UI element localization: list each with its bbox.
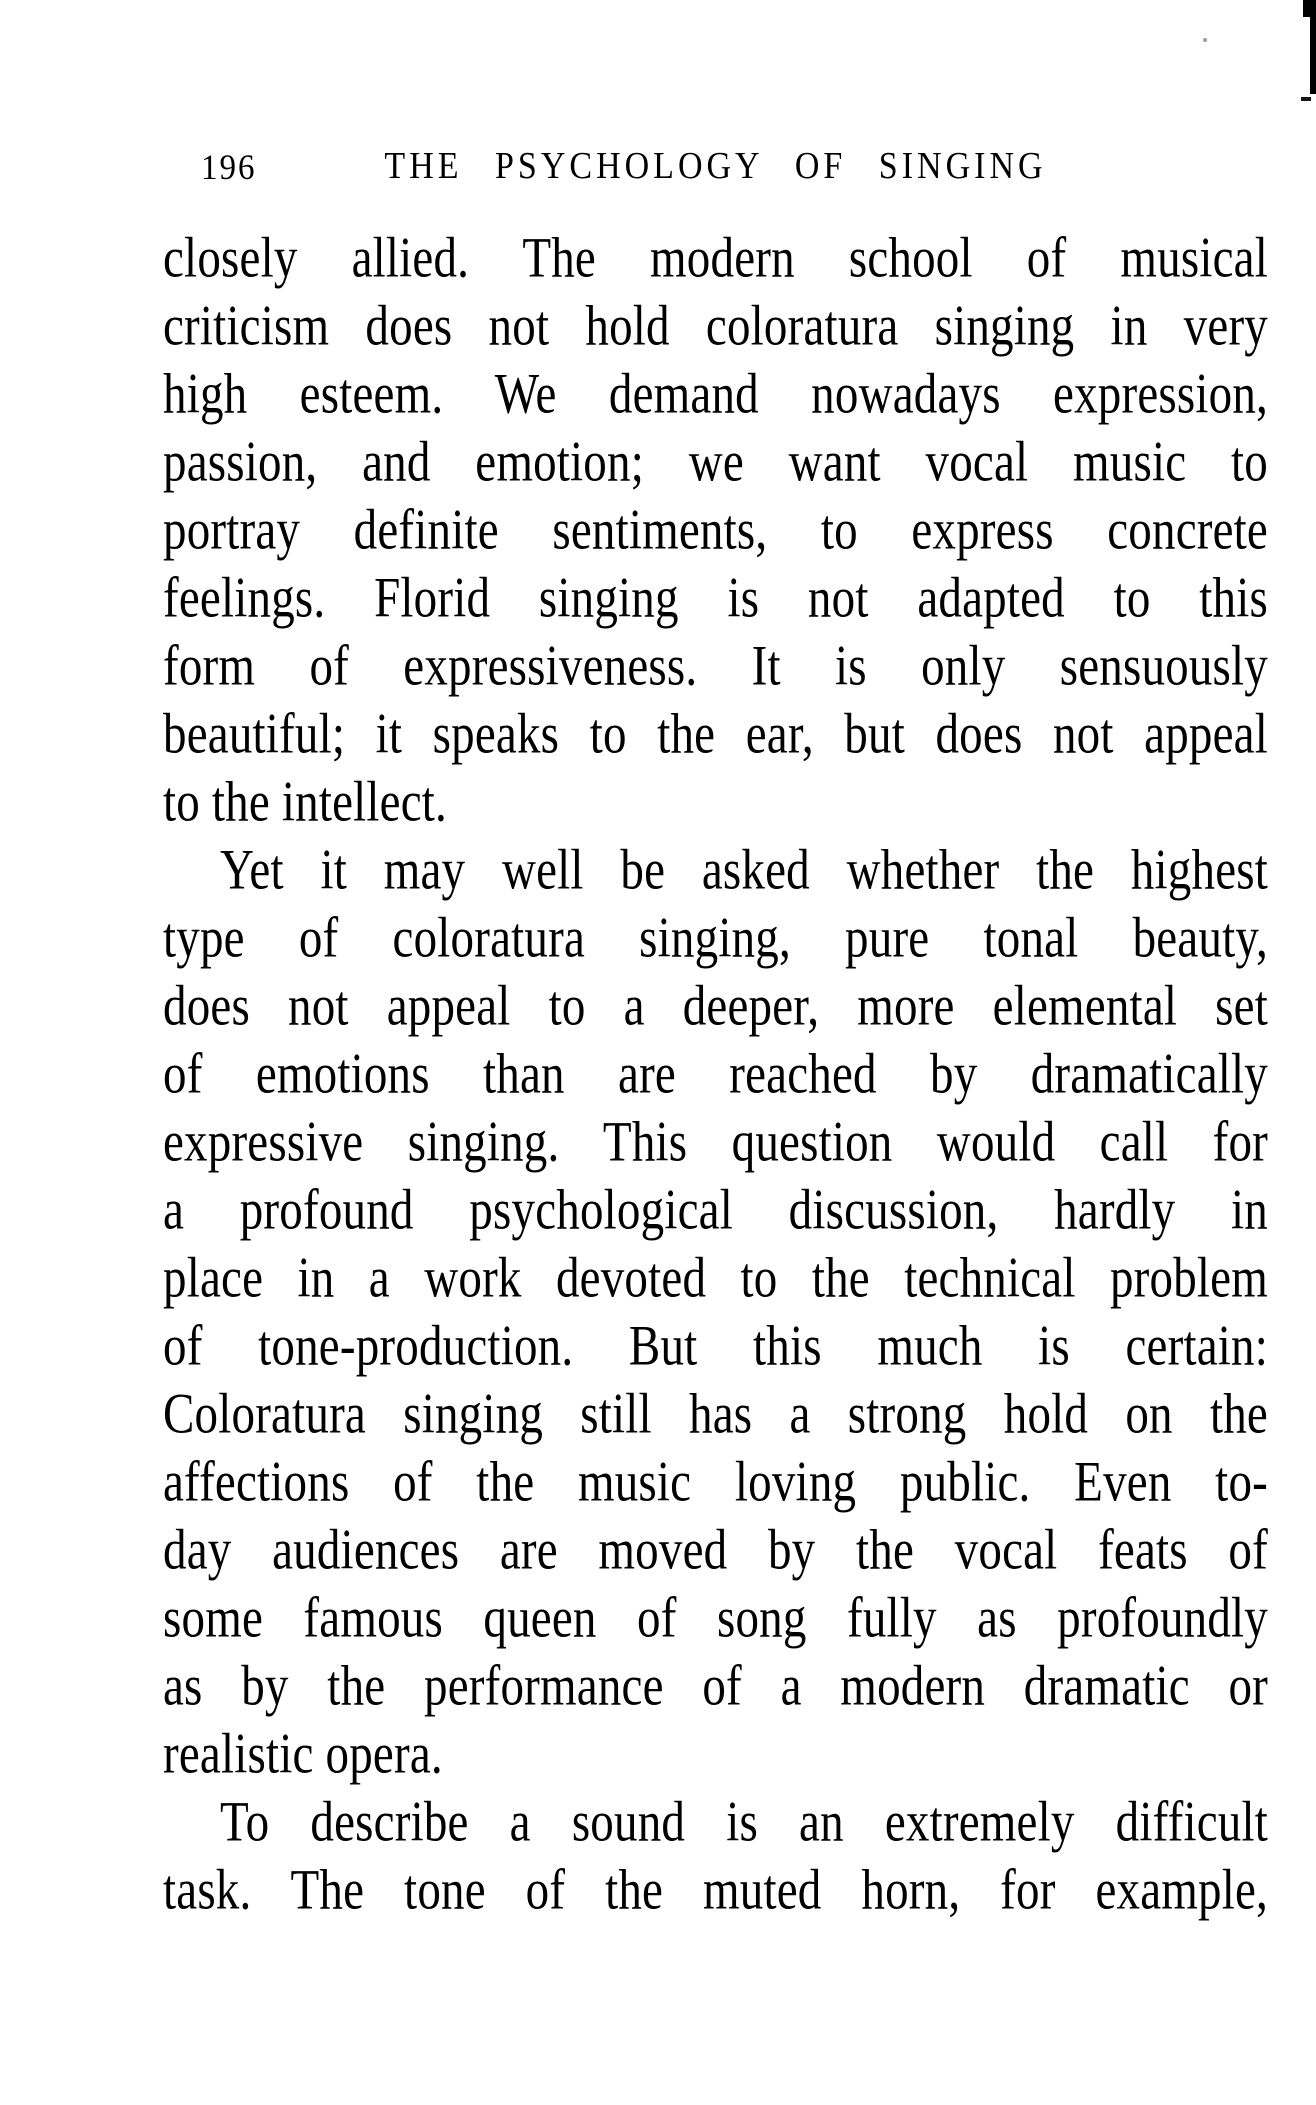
text-line: expressive singing. This question would call for bbox=[163, 1110, 1268, 1174]
text-line: place in a work devoted to the technical problem bbox=[163, 1246, 1268, 1310]
text-line: Yet it may well be asked whether the highest bbox=[220, 838, 1268, 902]
text-line: of tone-production. But this much is certain: bbox=[163, 1314, 1268, 1378]
paragraph bbox=[163, 1788, 1268, 1924]
page-edge-scan-dash bbox=[1301, 97, 1311, 101]
text-line: passion, and emotion; we want vocal music to bbox=[163, 430, 1268, 494]
text-block bbox=[163, 224, 1268, 1924]
text-line: day audiences are moved by the vocal feats of bbox=[163, 1518, 1268, 1582]
page-edge-scan-wedge bbox=[1303, 0, 1316, 17]
text-line: to the intellect. bbox=[163, 770, 448, 834]
text-line: Coloratura singing still has a strong hold on the bbox=[163, 1382, 1268, 1446]
page-number: 196 bbox=[201, 148, 257, 188]
text-line: closely allied. The modern school of musical bbox=[163, 226, 1268, 290]
text-line: form of expressiveness. It is only sensuously bbox=[163, 634, 1268, 698]
text-line: task. The tone of the muted horn, for example, bbox=[163, 1858, 1268, 1922]
text-line: criticism does not hold coloratura singing in very bbox=[163, 294, 1268, 358]
text-line: feelings. Florid singing is not adapted to this bbox=[163, 566, 1268, 630]
text-line: portray definite sentiments, to express concrete bbox=[163, 498, 1268, 562]
text-line: type of coloratura singing, pure tonal beauty, bbox=[163, 906, 1268, 970]
text-line: some famous queen of song fully as profoundly bbox=[163, 1586, 1268, 1650]
scan-speck bbox=[1203, 38, 1207, 42]
text-line: high esteem. We demand nowadays expression, bbox=[163, 362, 1268, 426]
text-line: of emotions than are reached by dramatically bbox=[163, 1042, 1268, 1106]
text-line: a profound psychological discussion, hardly in bbox=[163, 1178, 1268, 1242]
paragraph bbox=[163, 836, 1268, 1788]
text-line: does not appeal to a deeper, more elemental set bbox=[163, 974, 1268, 1038]
text-line: realistic opera. bbox=[163, 1722, 443, 1786]
text-line: affections of the music loving public. Even to- bbox=[163, 1450, 1268, 1514]
paragraph bbox=[163, 224, 1268, 836]
text-line: beautiful; it speaks to the ear, but does not appeal bbox=[163, 702, 1268, 766]
text-line: as by the performance of a modern dramatic or bbox=[163, 1654, 1268, 1718]
text-line: To describe a sound is an extremely difficult bbox=[220, 1790, 1268, 1854]
running-title: THE PSYCHOLOGY OF SINGING bbox=[384, 145, 1047, 188]
